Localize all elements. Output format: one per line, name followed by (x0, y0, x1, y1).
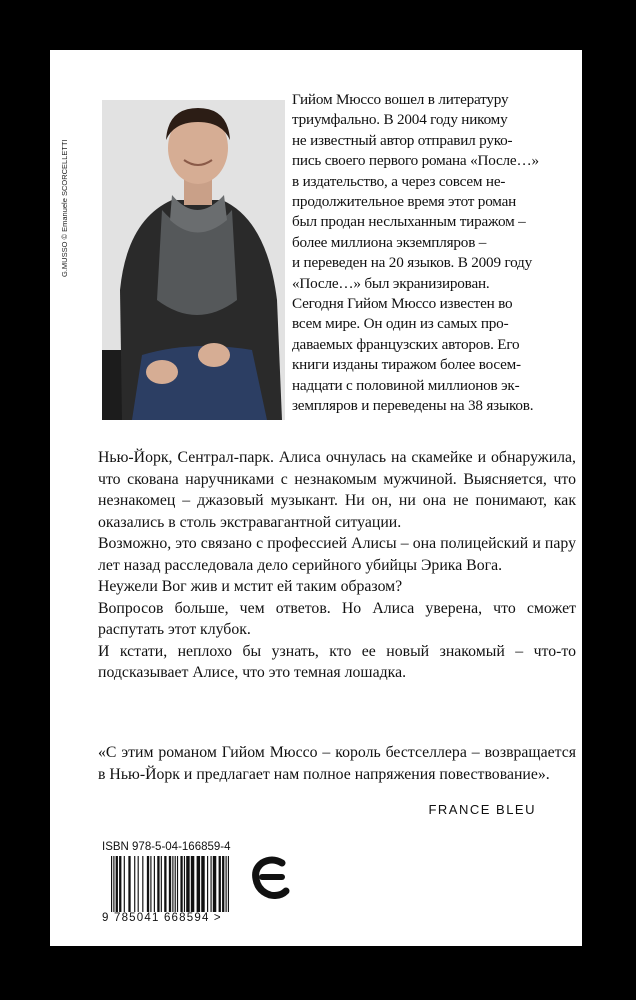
back-cover (50, 50, 582, 946)
barcode (110, 856, 230, 914)
barcode-bar (150, 856, 151, 912)
barcode-bar (113, 856, 114, 912)
synopsis-paragraph: Неужели Вог жив и мстит ей таким образом? (98, 578, 403, 595)
barcode-bar (161, 856, 162, 912)
bio-line: более миллиона экземпляров – (292, 233, 487, 251)
bio-line: был продан неслыханным тиражом – (292, 213, 526, 231)
barcode-bar (228, 856, 229, 912)
barcode-bar (119, 856, 121, 912)
synopsis-paragraph: И кстати, неплохо бы узнать, кто ее новый знакомый – что-то подсказывает Алисе, что это темная лошадка. (98, 642, 576, 681)
photo-credit-text: G.MUSSO © Emanuele SCORCELLETTI (60, 139, 69, 277)
photo-credit (60, 82, 72, 277)
barcode-bar (191, 856, 194, 912)
bio-line: не известный автор отправил руко- (292, 131, 513, 149)
barcode-bar (213, 856, 216, 912)
synopsis-paragraph: Возможно, это связано с профессией Алисы – она полицейский и пару лет назад расследовала дело серийного убийцы Эрика Вога. (98, 535, 576, 574)
barcode-bar (116, 856, 118, 912)
eksmo-logo-icon (252, 855, 292, 899)
barcode-bar (222, 856, 224, 912)
bio-line: книги изданы тиражом более восем- (292, 356, 521, 374)
isbn-label: ISBN 978-5-04-166859-4 (102, 841, 231, 853)
barcode-bar (164, 856, 166, 912)
barcode-bar (154, 856, 155, 912)
bio-line: продолжительное время этот роман (292, 193, 517, 211)
barcode-bar (124, 856, 125, 912)
barcode-bar (210, 856, 211, 912)
synopsis-paragraph: Вопросов больше, чем ответов. Но Алиса уверена, что сможет распутать этот клубок. (98, 599, 576, 638)
barcode-bar (219, 856, 221, 912)
barcode-bar (207, 856, 208, 912)
barcode-bar (134, 856, 135, 912)
press-quote: «С этим романом Гийом Мюссо – король бестселлера – возвращается в Нью-Йорк и предлагает нам полное напряжения повествование». (98, 744, 576, 783)
bio-line: Гийом Мюссо вошел в литературу (292, 91, 509, 108)
synopsis (98, 447, 576, 684)
bio-line: и переведен на 20 языков. В 2009 году (292, 254, 532, 272)
bio-line: в издательство, а через совсем не- (292, 172, 506, 190)
synopsis-paragraph: Нью-Йорк, Сентрал-парк. Алиса очнулась на скамейке и обнаружила, что скована наручниками с незнакомым мужчиной. Выясняется, что незнакомец – джазовый музыкант. Ни он, ни она не понимают, как оказались в столь экстравагантной ситуации. (98, 449, 576, 531)
barcode-bar (128, 856, 130, 912)
author-photo (102, 100, 285, 420)
barcode-bar (201, 856, 204, 912)
barcode-bar (169, 856, 171, 912)
barcode-bar (197, 856, 200, 912)
barcode-bar (184, 856, 185, 912)
barcode-bar (138, 856, 139, 912)
barcode-bar (180, 856, 182, 912)
bio-line: Сегодня Гийом Мюссо известен во (292, 295, 513, 313)
barcode-bar (142, 856, 143, 912)
barcode-bar (175, 856, 176, 912)
bio-line: земпляров и переведены на 38 языков. (292, 397, 534, 415)
bio-line: триумфально. В 2004 году никому (292, 111, 508, 129)
bio-line: даваемых французских авторов. Его (292, 335, 520, 353)
bio-line: всем мире. Он один из самых про- (292, 315, 509, 333)
barcode-bar (177, 856, 178, 912)
author-bio (292, 90, 576, 417)
barcode-bar (186, 856, 189, 912)
quote-source: FRANCE BLEU (428, 802, 536, 817)
author-photo-image (102, 100, 285, 420)
bio-line: «После…» был экранизирован. (292, 274, 490, 292)
barcode-bar (172, 856, 173, 912)
barcode-number: 9 785041 668594 > (102, 912, 222, 924)
barcode-bar (157, 856, 159, 912)
barcode-bar (226, 856, 227, 912)
bio-line: надцати с половиной миллионов эк- (292, 376, 520, 394)
barcode-bar (147, 856, 149, 912)
bio-line: пись своего первого романа «После…» (292, 152, 539, 170)
barcode-bar (111, 856, 112, 912)
